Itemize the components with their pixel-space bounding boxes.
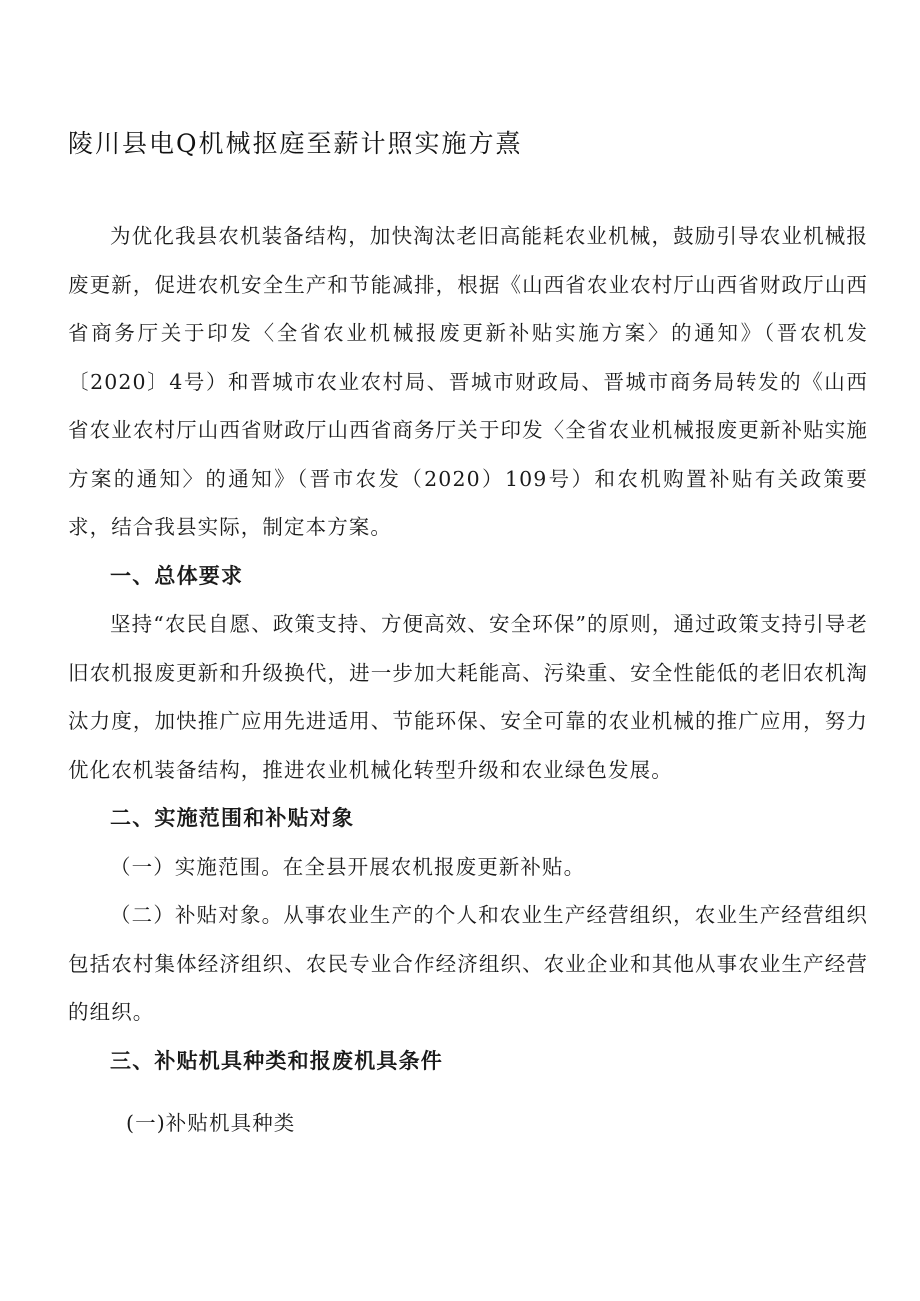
document-body	[68, 212, 868, 1148]
section-heading-scope-and-subsidy-targets: 二、实施范围和补贴对象	[110, 806, 355, 830]
document-title: 陵川县电Q机械抠庭至薪计照实施方熹	[68, 129, 523, 158]
machinery-types-subheading: (一)补贴机具种类	[126, 1111, 296, 1135]
general-requirements-paragraph: 坚持“农民自愿、政策支持、方便高效、安全环保”的原则，通过政策支持引导老旧农机报废更新和升级换代，进一步加大耗能高、污染重、安全性能低的老旧农机淘汰力度，加快推广应用先进适用、节能环保、安全可靠的农业机械的推广应用，努力优化农机装备结构，推进农业机械化转型升级和农业绿色发展。	[68, 612, 868, 782]
intro-paragraph: 为优化我县农机装备结构，加快淘汰老旧高能耗农业机械，鼓励引导农业机械报废更新，促进农机安全生产和节能减排，根据《山西省农业农村厅山西省财政厅山西省商务厅关于印发〈全省农业机械报废更新补贴实施方案〉的通知》（晋农机发〔2020〕4号）和晋城市农业农村局、晋城市财政局、晋城市商务局转发的《山西省农业农村厅山西省财政厅山西省商务厅关于印发〈全省农业机械报废更新补贴实施方案的通知〉的通知》（晋市农发（2020）109号）和农机购置补贴有关政策要求，结合我县实际，制定本方案。	[68, 224, 868, 539]
section-heading-machinery-types: 三、补贴机具种类和报废机具条件	[110, 1048, 443, 1073]
scope-paragraph: （一）实施范围。在全县开展农机报废更新补贴。	[110, 854, 586, 879]
section-heading-general-requirements: 一、总体要求	[110, 563, 244, 588]
subsidy-targets-paragraph: （二）补贴对象。从事农业生产的个人和农业生产经营组织，农业生产经营组织包括农村集体经济组织、农民专业合作经济组织、农业企业和其他从事农业生产经营的组织。	[68, 903, 868, 1024]
